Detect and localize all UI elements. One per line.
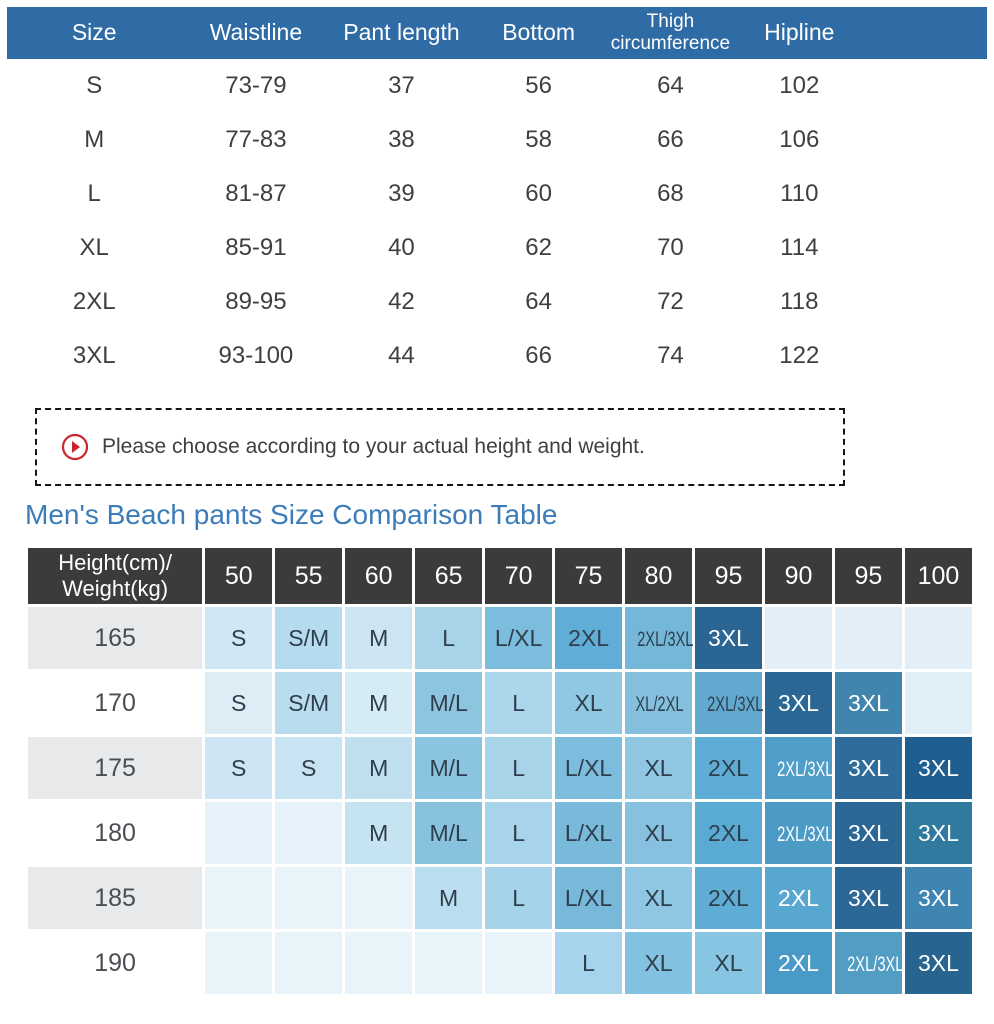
height-label-cell: 170 [27,671,204,736]
size-recommendation-cell: 2XL [694,866,764,931]
measurement-cell: 39 [388,180,415,207]
filler-cell [863,329,988,383]
size-recommendation-text: XL/2XL [635,692,684,716]
weight-column-header: 55 [274,547,344,606]
measurement-cell: 106 [779,126,820,153]
height-row [27,866,974,931]
size-recommendation-cell [694,671,764,736]
circle-arrow-right-icon [61,433,89,461]
empty-cell [903,606,973,671]
weight-column-header: 95 [694,547,764,606]
size-recommendation-cell: 3XL [903,801,973,866]
size-recommendation-cell: 3XL [833,736,903,801]
size-recommendation-cell: L/XL [554,866,624,931]
size-recommendation-cell: XL [624,931,694,996]
spec-header-hipline: Hipline [764,19,835,46]
size-recommendation-cell: 3XL [694,606,764,671]
size-recommendation-cell [833,931,903,996]
height-label-cell: 185 [27,866,204,931]
size-recommendation-cell: 2XL [694,801,764,866]
spec-header-size: Size [71,19,117,46]
size-recommendation-text: 2XL/3XL [777,757,834,781]
empty-cell [833,606,903,671]
filler-cell [863,221,988,275]
size-recommendation-cell: 2XL [694,736,764,801]
size-recommendation-cell: L/XL [484,606,554,671]
spec-header-bottom: Bottom [502,19,576,46]
size-recommendation-text: 2XL/3XL [637,627,694,651]
size-recommendation-cell [763,736,833,801]
size-label-cell: L [87,180,101,207]
size-recommendation-cell: 3XL [903,931,973,996]
measurement-cell: 114 [780,234,819,261]
measurement-cell: 56 [525,72,552,99]
measurement-cell: 74 [657,342,684,369]
size-recommendation-cell: L [554,931,624,996]
size-recommendation-cell: 2XL [763,866,833,931]
spec-header-waistline: Waistline [209,19,303,46]
spec-header-filler [863,7,988,59]
size-recommendation-cell [624,606,694,671]
weight-column-header: 100 [903,547,973,606]
height-row [27,736,974,801]
height-row [27,931,974,996]
filler-cell [863,275,988,329]
filler-cell [863,59,988,113]
measurement-cell: 66 [657,126,684,153]
size-recommendation-cell: M/L [414,671,484,736]
size-label-cell: M [84,126,105,153]
height-label-cell: 175 [27,736,204,801]
size-recommendation-cell: M/L [414,736,484,801]
size-recommendation-cell: M [414,866,484,931]
size-recommendation-cell: 3XL [903,866,973,931]
size-recommendation-cell: L/XL [554,801,624,866]
size-recommendation-cell: S [204,736,274,801]
size-recommendation-cell: XL [624,736,694,801]
size-recommendation-cell: M [344,736,414,801]
measurement-cell: 72 [657,288,684,315]
size-recommendation-cell: 2XL [554,606,624,671]
weight-column-header: 50 [204,547,274,606]
size-recommendation-cell: M [344,606,414,671]
size-recommendation-cell [624,671,694,736]
filler-cell [863,113,988,167]
measurement-cell: 68 [657,180,684,207]
measurement-cell: 37 [388,72,415,99]
height-row [27,671,974,736]
size-recommendation-cell: S [204,606,274,671]
size-recommendation-cell: M [344,801,414,866]
height-weight-table [25,545,975,997]
weight-column-header: 95 [833,547,903,606]
empty-cell [903,671,973,736]
size-recommendation-text: 2XL/3XL [707,692,764,716]
empty-cell [763,606,833,671]
height-label-cell: 180 [27,801,204,866]
size-recommendation-cell: L [484,671,554,736]
weight-column-header: 90 [763,547,833,606]
weight-column-header: 80 [624,547,694,606]
measurement-cell: 64 [525,288,552,315]
notice-box [35,408,845,486]
empty-cell [274,866,344,931]
empty-cell [204,801,274,866]
size-recommendation-cell: M [344,671,414,736]
measurement-cell: 42 [388,288,415,315]
empty-cell [414,931,484,996]
size-recommendation-cell: M/L [414,801,484,866]
size-recommendation-cell: 3XL [763,671,833,736]
corner-header-line: Height(cm)/ [58,549,172,575]
spec-header-pant-length: Pant length [343,19,460,46]
measurement-cell: 122 [779,342,820,369]
weight-column-header: 75 [554,547,624,606]
measurement-cell: 64 [657,72,684,99]
measurement-cell: 58 [525,126,552,153]
size-recommendation-text: 2XL/3XL [847,952,904,976]
empty-cell [344,931,414,996]
size-recommendation-cell: S/M [274,606,344,671]
empty-cell [204,866,274,931]
corner-header-cell [27,547,204,606]
size-recommendation-cell: 3XL [833,866,903,931]
size-recommendation-cell: L [484,866,554,931]
spec-table [7,7,987,383]
spec-row [7,167,987,221]
corner-header-line: Weight(kg) [62,576,169,601]
size-label-cell: 3XL [72,342,116,369]
measurement-cell: 40 [388,234,415,261]
notice-text: Please choose according to your actual height and weight. [102,435,645,458]
size-recommendation-cell: XL [624,801,694,866]
size-recommendation-cell: XL [624,866,694,931]
spec-row [7,329,987,383]
size-recommendation-cell: L [484,801,554,866]
empty-cell [274,931,344,996]
height-label-cell: 190 [27,931,204,996]
spec-header-thigh-circumference: Thigh circumference [610,11,731,54]
size-recommendation-cell: S [204,671,274,736]
size-recommendation-cell [763,801,833,866]
spec-row [7,59,987,113]
size-label-cell: S [86,72,103,99]
measurement-cell: 85-91 [225,234,287,261]
filler-cell [863,167,988,221]
measurement-cell: 118 [780,288,819,315]
size-recommendation-cell: 2XL [763,931,833,996]
spec-row [7,221,987,275]
size-recommendation-cell: XL [694,931,764,996]
size-recommendation-cell: S [274,736,344,801]
measurement-cell: 73-79 [225,72,287,99]
size-recommendation-cell: 3XL [833,801,903,866]
weight-column-header: 70 [484,547,554,606]
section-title: Men's Beach pants Size Comparison Table [25,499,558,530]
measurement-cell: 89-95 [225,288,287,315]
size-recommendation-cell: L [484,736,554,801]
weight-column-header: 65 [414,547,484,606]
measurement-cell: 44 [388,342,415,369]
size-recommendation-text: 2XL/3XL [777,822,834,846]
empty-cell [484,931,554,996]
measurement-cell: 93-100 [218,342,294,369]
empty-cell [344,866,414,931]
measurement-cell: 81-87 [225,180,287,207]
measurement-cell: 110 [780,180,819,207]
spec-row [7,275,987,329]
size-recommendation-cell: L/XL [554,736,624,801]
spec-header-row [7,7,987,59]
measurement-cell: 62 [525,234,552,261]
size-label-cell: 2XL [72,288,116,315]
empty-cell [274,801,344,866]
height-row [27,606,974,671]
measurement-cell: 60 [525,180,552,207]
measurement-cell: 77-83 [225,126,287,153]
empty-cell [204,931,274,996]
measurement-cell: 102 [779,72,820,99]
chart-header-row [27,547,974,606]
height-label-cell: 165 [27,606,204,671]
measurement-cell: 70 [657,234,684,261]
size-recommendation-cell: 3XL [833,671,903,736]
size-label-cell: XL [79,234,109,261]
size-recommendation-cell: 3XL [903,736,973,801]
size-recommendation-cell: L [414,606,484,671]
weight-column-header: 60 [344,547,414,606]
measurement-cell: 38 [388,126,415,153]
measurement-cell: 66 [525,342,552,369]
size-recommendation-cell: S/M [274,671,344,736]
spec-row [7,113,987,167]
height-row [27,801,974,866]
size-recommendation-cell: XL [554,671,624,736]
